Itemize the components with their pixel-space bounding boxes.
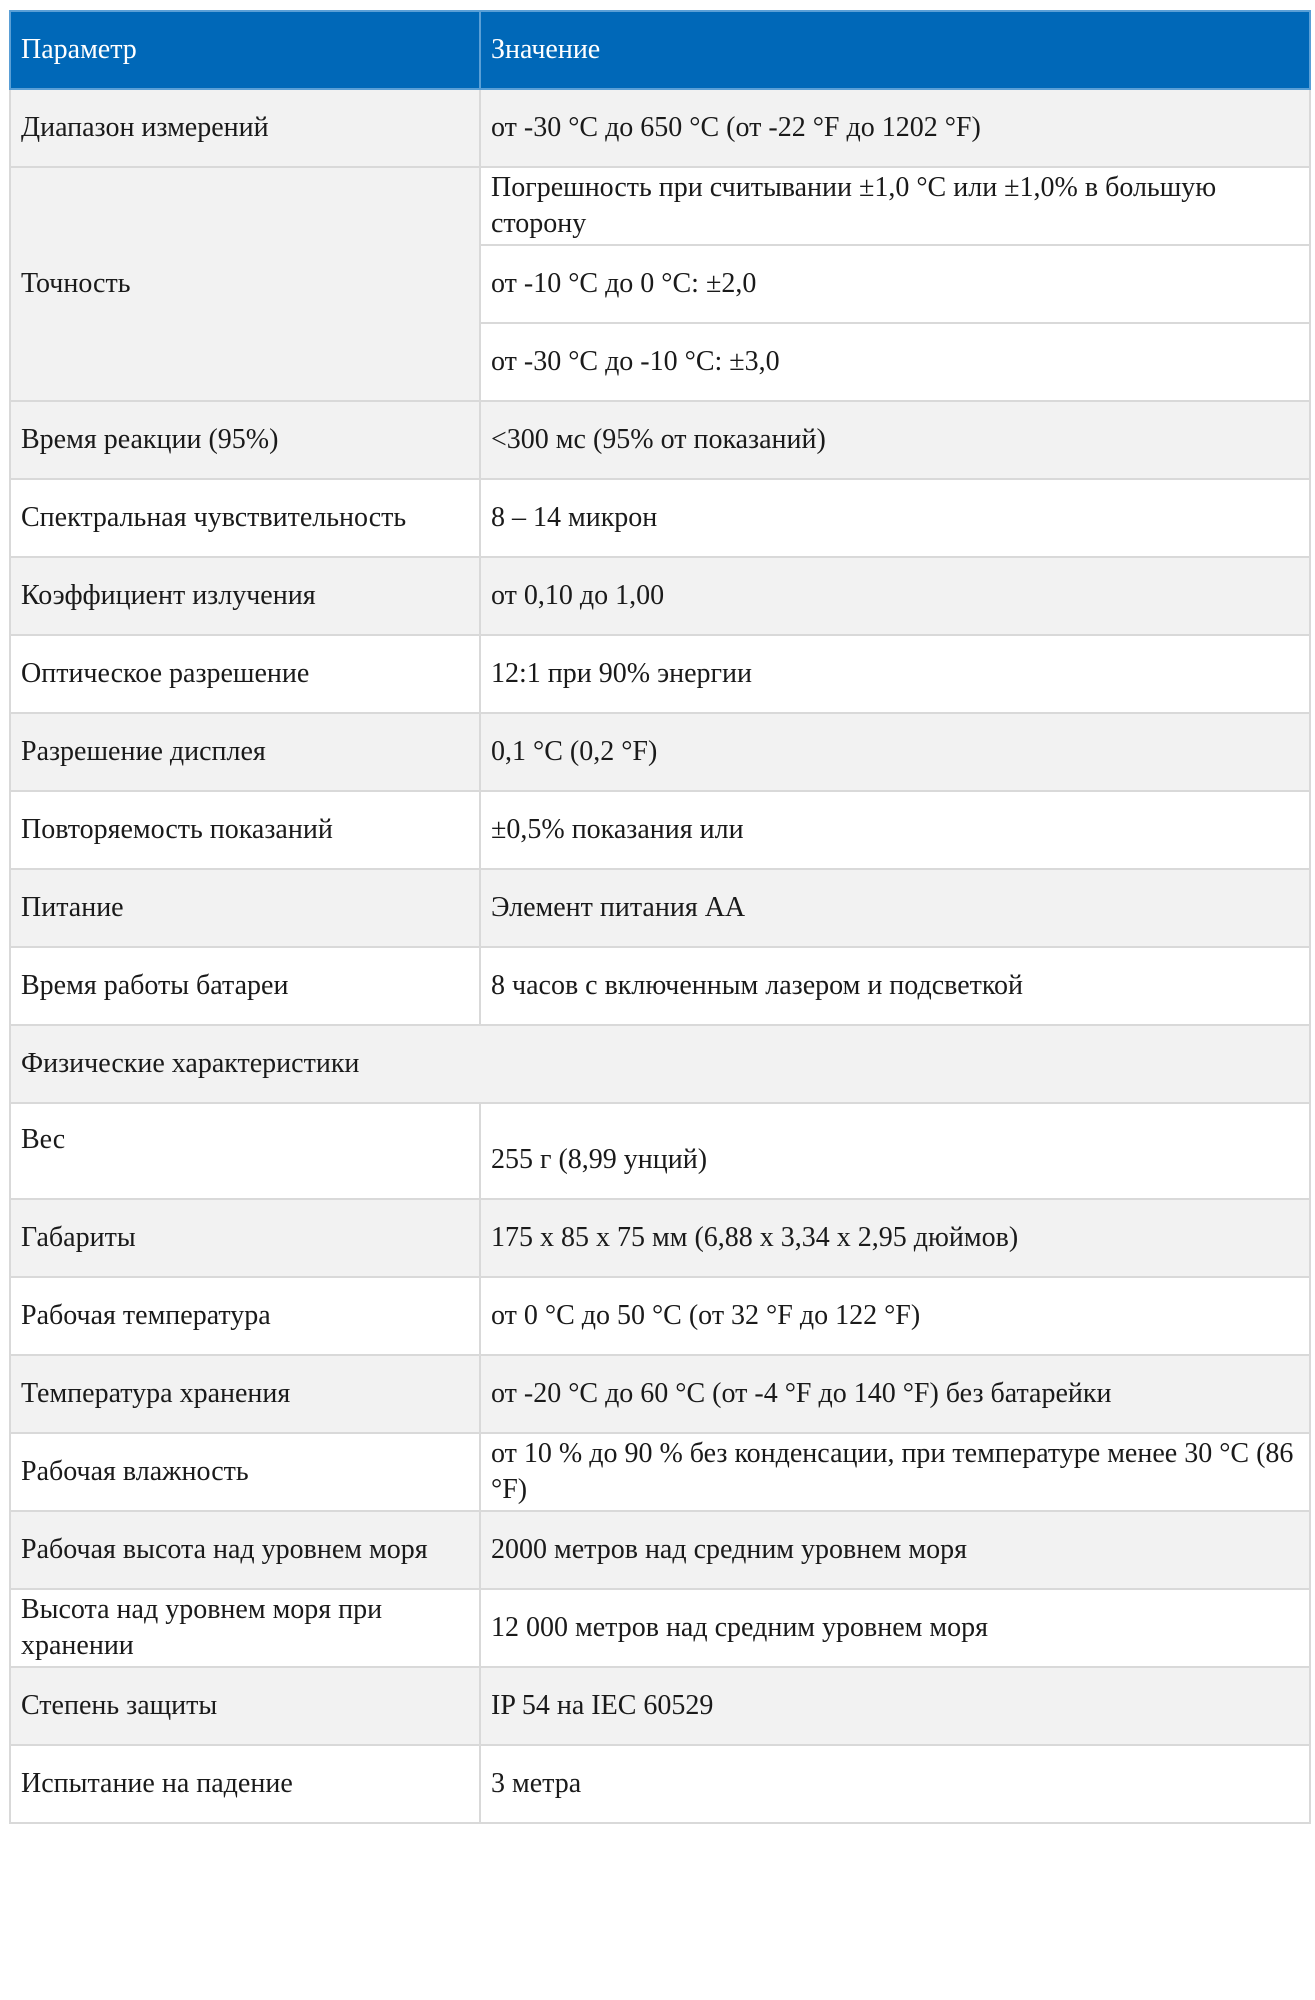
value-cell: 12:1 при 90% энергии (480, 635, 1310, 713)
table-row (10, 1589, 1310, 1667)
value-cell: 3 метра (480, 1745, 1310, 1823)
param-cell: Коэффициент излучения (10, 557, 480, 635)
value-cell: от 10 % до 90 % без конденсации, при температуре менее 30 °C (86 °F) (480, 1433, 1310, 1511)
section-header-row (10, 1025, 1310, 1103)
spec-table (9, 10, 1311, 1824)
table-row (10, 1433, 1310, 1511)
param-cell: Рабочая влажность (10, 1433, 480, 1511)
value-cell: <300 мс (95% от показаний) (480, 401, 1310, 479)
table-row (10, 1667, 1310, 1745)
value-cell: 0,1 °C (0,2 °F) (480, 713, 1310, 791)
param-cell: Температура хранения (10, 1355, 480, 1433)
table-row (10, 1355, 1310, 1433)
param-cell: Рабочая температура (10, 1277, 480, 1355)
param-cell: Габариты (10, 1199, 480, 1277)
value-cell: от -10 °C до 0 °C: ±2,0 (480, 245, 1310, 323)
table-row (10, 1277, 1310, 1355)
section-title: Физические характеристики (10, 1025, 1310, 1103)
table-row (10, 1745, 1310, 1823)
param-cell: Разрешение дисплея (10, 713, 480, 791)
param-cell: Испытание на падение (10, 1745, 480, 1823)
table-row (10, 947, 1310, 1025)
table-row (10, 479, 1310, 557)
value-cell: от 0 °C до 50 °C (от 32 °F до 122 °F) (480, 1277, 1310, 1355)
param-cell: Время работы батареи (10, 947, 480, 1025)
value-cell: 8 – 14 микрон (480, 479, 1310, 557)
table-header-row (10, 11, 1310, 89)
param-cell: Точность (10, 167, 480, 401)
value-cell: от -30 °C до 650 °C (от -22 °F до 1202 °F) (480, 89, 1310, 167)
value-cell: от -30 °C до -10 °C: ±3,0 (480, 323, 1310, 401)
param-cell: Повторяемость показаний (10, 791, 480, 869)
column-header-param: Параметр (10, 11, 480, 89)
table-row (10, 401, 1310, 479)
param-cell: Диапазон измерений (10, 89, 480, 167)
value-cell: Элемент питания AA (480, 869, 1310, 947)
value-cell: 255 г (8,99 унций) (480, 1103, 1310, 1199)
value-cell: IP 54 на IEC 60529 (480, 1667, 1310, 1745)
table-row (10, 1103, 1310, 1199)
table-row (10, 1511, 1310, 1589)
table-row (10, 557, 1310, 635)
table-row (10, 167, 1310, 245)
value-cell: 8 часов с включенным лазером и подсветкой (480, 947, 1310, 1025)
param-cell: Питание (10, 869, 480, 947)
table-row (10, 713, 1310, 791)
table-row (10, 869, 1310, 947)
param-cell: Высота над уровнем моря при хранении (10, 1589, 480, 1667)
value-cell: от -20 °C до 60 °C (от -4 °F до 140 °F) без батарейки (480, 1355, 1310, 1433)
value-cell: ±0,5% показания или (480, 791, 1310, 869)
param-cell: Спектральная чувствительность (10, 479, 480, 557)
param-cell: Степень защиты (10, 1667, 480, 1745)
value-cell: 175 x 85 x 75 мм (6,88 x 3,34 x 2,95 дюймов) (480, 1199, 1310, 1277)
param-cell: Оптическое разрешение (10, 635, 480, 713)
value-cell: 2000 метров над средним уровнем моря (480, 1511, 1310, 1589)
value-cell: 12 000 метров над средним уровнем моря (480, 1589, 1310, 1667)
table-row (10, 1199, 1310, 1277)
column-header-value: Значение (480, 11, 1310, 89)
value-cell: Погрешность при считывании ±1,0 °C или ±1,0% в большую сторону (480, 167, 1310, 245)
value-cell: от 0,10 до 1,00 (480, 557, 1310, 635)
table-row (10, 89, 1310, 167)
param-cell: Рабочая высота над уровнем моря (10, 1511, 480, 1589)
table-row (10, 635, 1310, 713)
param-cell: Время реакции (95%) (10, 401, 480, 479)
table-row (10, 791, 1310, 869)
param-cell: Вес (10, 1103, 480, 1199)
